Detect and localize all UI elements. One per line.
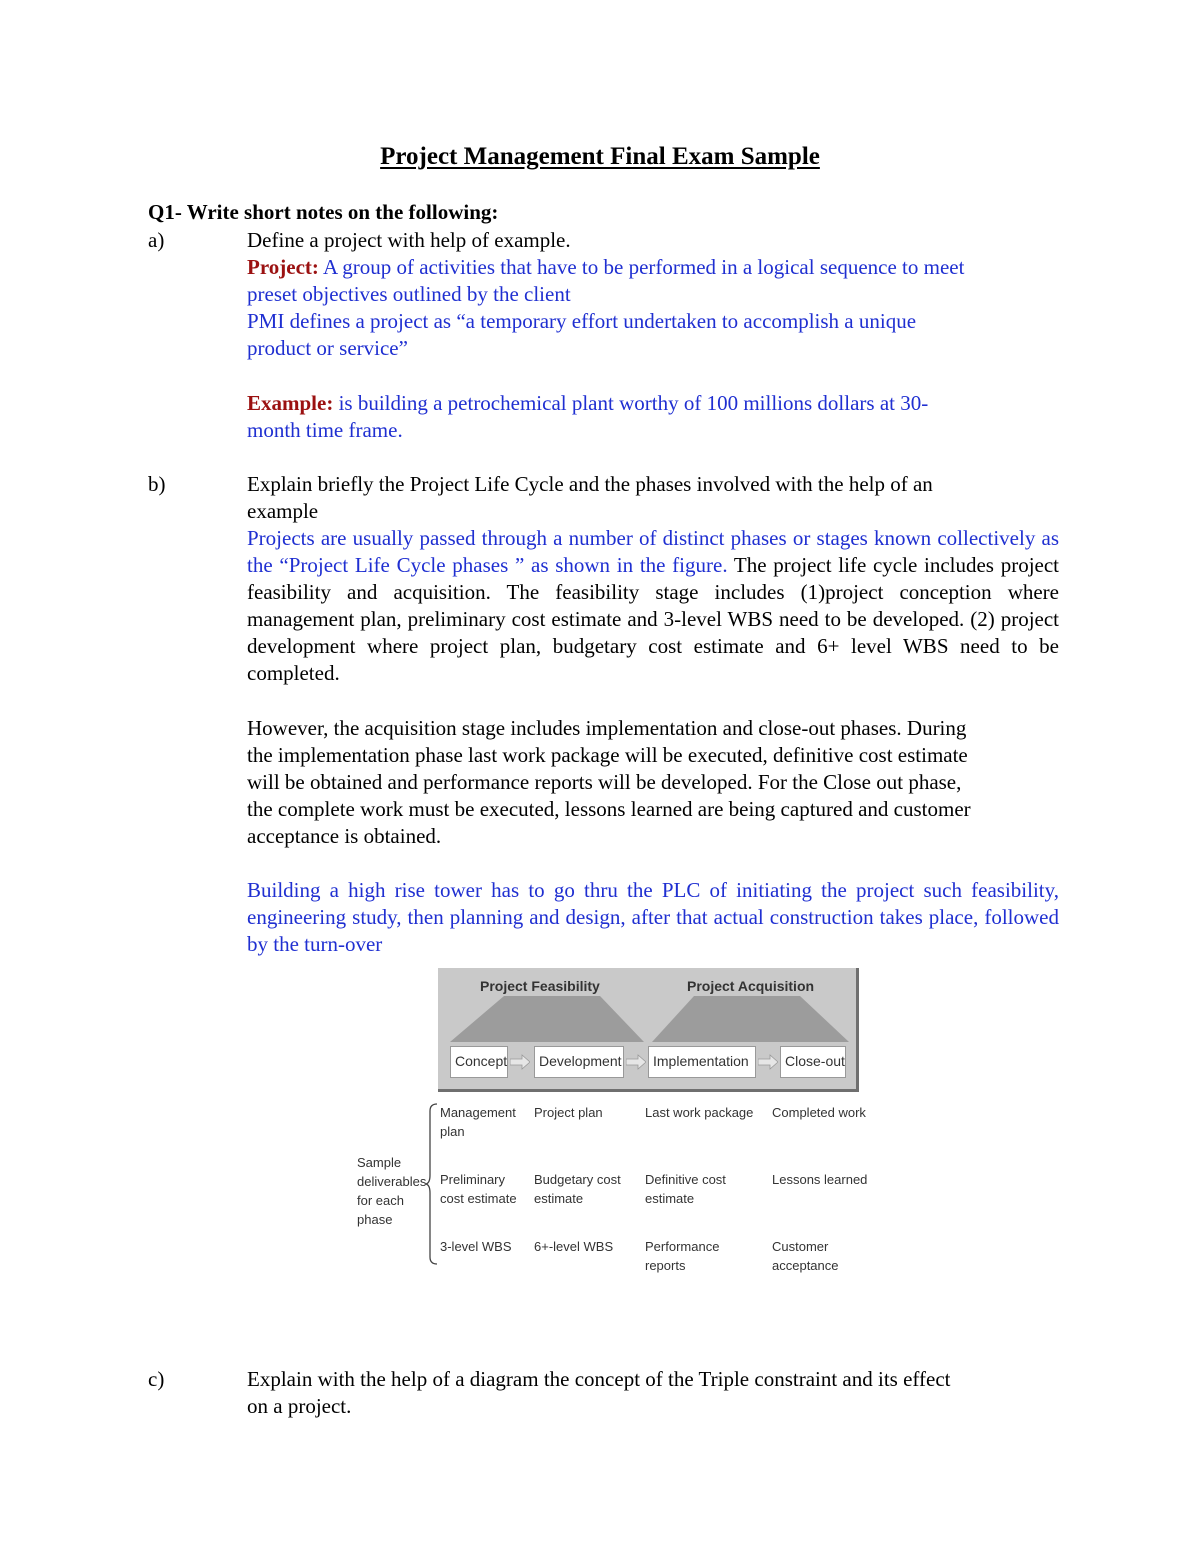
acquisition-line-1: However, the acquisition stage includes implementation and close-out phases. During (247, 716, 967, 740)
deliverable-definitive-cost-estimate: Definitive cost estimate (645, 1172, 726, 1206)
acquisition-line-5: acceptance is obtained. (247, 824, 442, 848)
item-c-letter: c) (148, 1367, 165, 1391)
deliverable-6-level-wbs: 6+-level WBS (534, 1239, 614, 1254)
pmi-text-2: product or service” (247, 336, 408, 360)
page-title: Project Management Final Exam Sample (380, 143, 820, 170)
deliverable-3-level-wbs: 3-level WBS (440, 1239, 512, 1254)
acquisition-line-2: the implementation phase last work package will be executed, definitive cost estimate (247, 743, 968, 767)
item-a-letter: a) (148, 228, 165, 252)
header-project-feasibility: Project Feasibility (480, 978, 600, 994)
item-c-question-line-2: on a project. (247, 1394, 352, 1418)
phase-concept: Concept (450, 1046, 508, 1078)
item-a-project-definition (247, 254, 1059, 362)
acquisition-line-3: will be obtained and performance reports will be developed. For the Close out phase, (247, 770, 962, 794)
project-text-1: A group of activities that have to be performed in a logical sequence to meet (318, 255, 965, 279)
item-a-example (247, 390, 1059, 444)
phase-implementation: Implementation (648, 1046, 756, 1078)
project-life-cycle-diagram (353, 968, 873, 1278)
phase-development: Development (534, 1046, 624, 1078)
project-text-2: preset objectives outlined by the client (247, 282, 571, 306)
phase-close-out: Close-out (780, 1046, 846, 1078)
item-b-question-line-1: Explain briefly the Project Life Cycle and the phases involved with the help of an (247, 472, 933, 496)
item-b-paragraph-1 (247, 525, 1059, 687)
sample-deliverables-label: Sample deliverables for each phase (357, 1155, 427, 1227)
deliverable-performance-reports: Performance reports (645, 1239, 720, 1273)
example-label: Example: (247, 391, 334, 415)
deliverable-completed-work: Completed work (772, 1105, 866, 1120)
item-b-letter: b) (148, 472, 166, 496)
deliverable-management-plan: Management plan (440, 1105, 516, 1139)
deliverable-lessons-learned: Lessons learned (772, 1172, 868, 1187)
deliverable-budgetary-cost-estimate: Budgetary cost estimate (534, 1172, 621, 1206)
arrow-right-icon (510, 1054, 530, 1070)
plc-feasibility-text: The project life cycle includes project feasibility and acquisition. The feasibility stage includes (1)project conception where management plan, preliminary cost estimate and 3-level WBS need to be developed. (2) project development where project plan, budgetary cost estimate and 6+ level WBS need to be completed. (247, 553, 1060, 685)
item-c-question-line-1: Explain with the help of a diagram the concept of the Triple constraint and its effect (247, 1367, 951, 1391)
item-b-paragraph-3: Building a high rise tower has to go thru the PLC of initiating the project such feasibility, engineering study, then planning and design, after that actual construction takes place, followed by the turn-over (247, 878, 1059, 956)
header-project-acquisition: Project Acquisition (687, 978, 815, 994)
item-b-paragraph-2 (247, 715, 1059, 850)
project-label: Project: (247, 255, 319, 279)
question-1-heading: Q1- Write short notes on the following: (148, 200, 499, 224)
arrow-right-icon (626, 1054, 646, 1070)
example-text-1: is building a petrochemical plant worthy of 100 millions dollars at 30- (333, 391, 929, 415)
diagram-frame (438, 968, 859, 1092)
example-text-2: month time frame. (247, 418, 403, 442)
brace-icon (425, 1103, 439, 1265)
arrow-right-icon (758, 1054, 778, 1070)
item-b-question (247, 471, 1059, 525)
item-a-question: Define a project with help of example. (247, 228, 571, 252)
pmi-text-1: PMI defines a project as “a temporary effort undertaken to accomplish a unique (247, 309, 917, 333)
acquisition-line-4: the complete work must be executed, lessons learned are being captured and customer (247, 797, 971, 821)
item-c-question (247, 1366, 1059, 1420)
plc-intro-text: Projects are usually passed through a number of distinct phases or stages known collectively as the “Project Life Cycle phases ” as shown in the figure. (247, 526, 1059, 577)
deliverable-preliminary-cost-estimate: Preliminary cost estimate (440, 1172, 517, 1206)
deliverable-last-work-package: Last work package (645, 1105, 754, 1120)
item-b-question-line-2: example (247, 499, 319, 523)
deliverable-customer-acceptance: Customer acceptance (772, 1239, 839, 1273)
deliverable-project-plan: Project plan (534, 1105, 603, 1120)
